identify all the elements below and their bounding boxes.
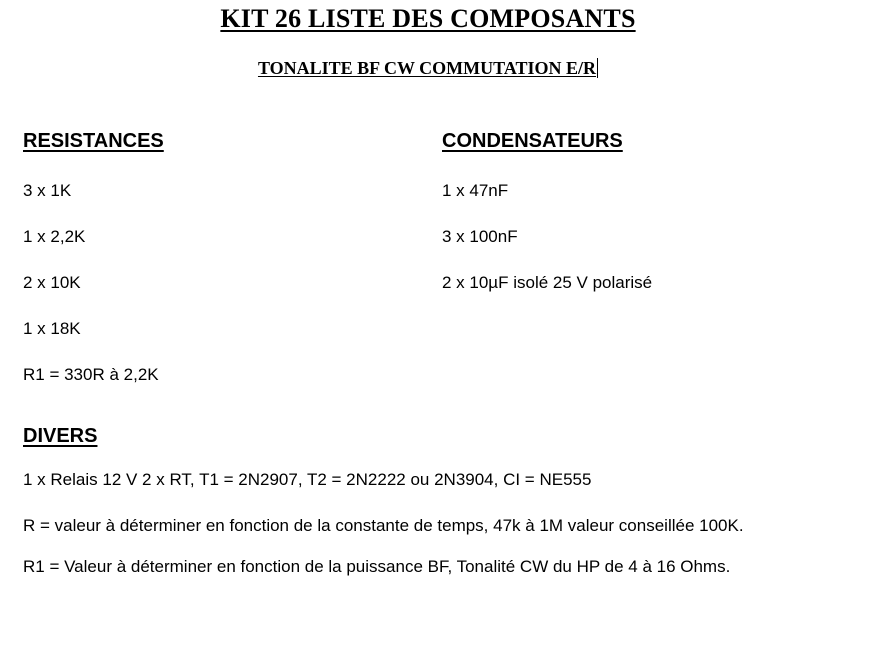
document-subtitle-text: TONALITE BF CW COMMUTATION E/R: [257, 58, 597, 78]
text-cursor: [597, 58, 598, 78]
condensateurs-heading: CONDENSATEURS: [442, 130, 623, 152]
resistance-item: R1 = 330R à 2,2K: [23, 365, 159, 384]
condensateur-item: 1 x 47nF: [442, 181, 509, 200]
divers-line: R = valeur à déterminer en fonction de la constante de temps, 47k à 1M valeur conseillée 100K.: [23, 516, 744, 535]
resistance-item: 3 x 1K: [23, 181, 72, 200]
divers-line: 1 x Relais 12 V 2 x RT, T1 = 2N2907, T2 = 2N2222 ou 2N3904, CI = NE555: [23, 470, 592, 489]
condensateur-item: 3 x 100nF: [442, 227, 518, 246]
divers-section: [23, 421, 823, 581]
divers-line: R1 = Valeur à déterminer en fonction de la puissance BF, Tonalité CW du HP de 4 à 16 Ohms.: [23, 557, 731, 576]
condensateur-item: 2 x 10µF isolé 25 V polarisé: [442, 273, 653, 292]
resistances-section: [23, 126, 423, 386]
condensateurs-section: [442, 126, 862, 294]
document-title: KIT 26 LISTE DES COMPOSANTS: [220, 4, 636, 33]
resistance-item: 1 x 2,2K: [23, 227, 86, 246]
resistance-item: 1 x 18K: [23, 319, 81, 338]
document-subtitle: [0, 58, 856, 79]
resistances-heading: RESISTANCES: [23, 130, 164, 152]
resistance-item: 2 x 10K: [23, 273, 81, 292]
divers-heading: DIVERS: [23, 425, 98, 447]
